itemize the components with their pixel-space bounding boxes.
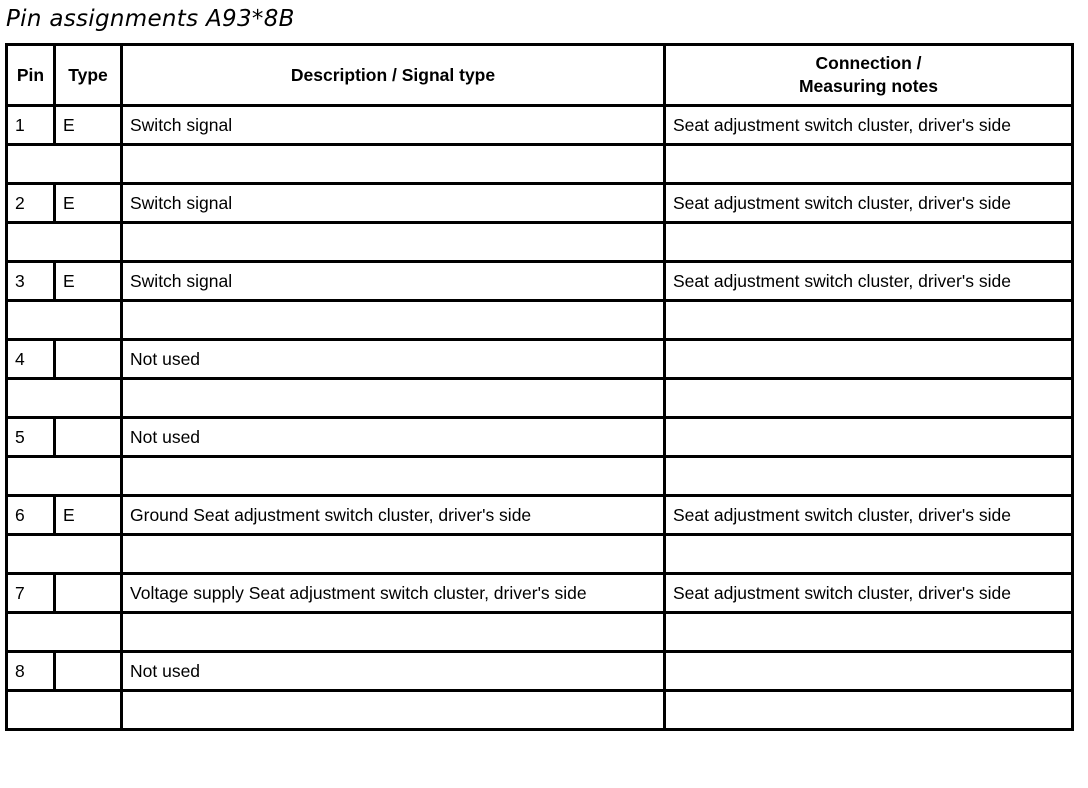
spacer-row [7,223,1073,262]
table-row [7,574,1073,613]
spacer-cell [7,613,122,652]
spacer-row [7,145,1073,184]
type-cell [55,652,122,691]
pin-assignment-table [5,43,1074,731]
table-row [7,496,1073,535]
spacer-cell [122,457,665,496]
spacer-cell [665,691,1073,730]
pin-cell: 7 [7,574,55,613]
description-cell: Voltage supply Seat adjustment switch cluster, driver's side [122,574,665,613]
column-header-type: Type [55,45,122,106]
connection-cell [665,418,1073,457]
description-cell: Ground Seat adjustment switch cluster, driver's side [122,496,665,535]
pin-cell: 5 [7,418,55,457]
spacer-cell [122,301,665,340]
spacer-cell [7,301,122,340]
spacer-row [7,301,1073,340]
spacer-cell [7,379,122,418]
spacer-row [7,379,1073,418]
column-header-connection-line1: Connection / [815,53,922,73]
page-title: Pin assignments A93*8B [6,6,295,32]
description-cell: Switch signal [122,262,665,301]
pin-cell: 3 [7,262,55,301]
connection-cell [665,652,1073,691]
connection-cell: Seat adjustment switch cluster, driver's side [665,574,1073,613]
spacer-row [7,457,1073,496]
spacer-cell [665,223,1073,262]
table-row [7,418,1073,457]
description-cell: Switch signal [122,184,665,223]
spacer-cell [7,691,122,730]
table-row [7,262,1073,301]
spacer-cell [7,223,122,262]
spacer-cell [7,457,122,496]
table-row [7,184,1073,223]
type-cell: E [55,262,122,301]
table-row [7,106,1073,145]
connection-cell: Seat adjustment switch cluster, driver's side [665,184,1073,223]
description-cell: Not used [122,340,665,379]
spacer-row [7,535,1073,574]
type-cell: E [55,184,122,223]
type-cell: E [55,106,122,145]
connection-cell: Seat adjustment switch cluster, driver's side [665,106,1073,145]
column-header-connection [665,45,1073,106]
spacer-cell [122,613,665,652]
pin-cell: 8 [7,652,55,691]
type-cell: E [55,496,122,535]
spacer-cell [665,379,1073,418]
type-cell [55,418,122,457]
spacer-cell [665,535,1073,574]
pin-cell: 6 [7,496,55,535]
spacer-cell [122,691,665,730]
spacer-cell [665,145,1073,184]
type-cell [55,340,122,379]
pin-cell: 4 [7,340,55,379]
spacer-row [7,613,1073,652]
spacer-cell [665,301,1073,340]
connection-cell: Seat adjustment switch cluster, driver's side [665,496,1073,535]
spacer-cell [122,145,665,184]
connection-cell [665,340,1073,379]
pin-cell: 1 [7,106,55,145]
type-cell [55,574,122,613]
spacer-cell [122,223,665,262]
description-cell: Not used [122,652,665,691]
connection-cell: Seat adjustment switch cluster, driver's side [665,262,1073,301]
spacer-cell [122,379,665,418]
spacer-cell [7,535,122,574]
spacer-cell [7,145,122,184]
description-cell: Not used [122,418,665,457]
spacer-cell [665,613,1073,652]
table-header-row [7,45,1073,106]
pin-cell: 2 [7,184,55,223]
column-header-connection-line2: Measuring notes [798,76,939,96]
spacer-cell [665,457,1073,496]
column-header-description: Description / Signal type [122,45,665,106]
table-row [7,652,1073,691]
column-header-pin: Pin [7,45,55,106]
spacer-cell [122,535,665,574]
table-row [7,340,1073,379]
spacer-row [7,691,1073,730]
description-cell: Switch signal [122,106,665,145]
